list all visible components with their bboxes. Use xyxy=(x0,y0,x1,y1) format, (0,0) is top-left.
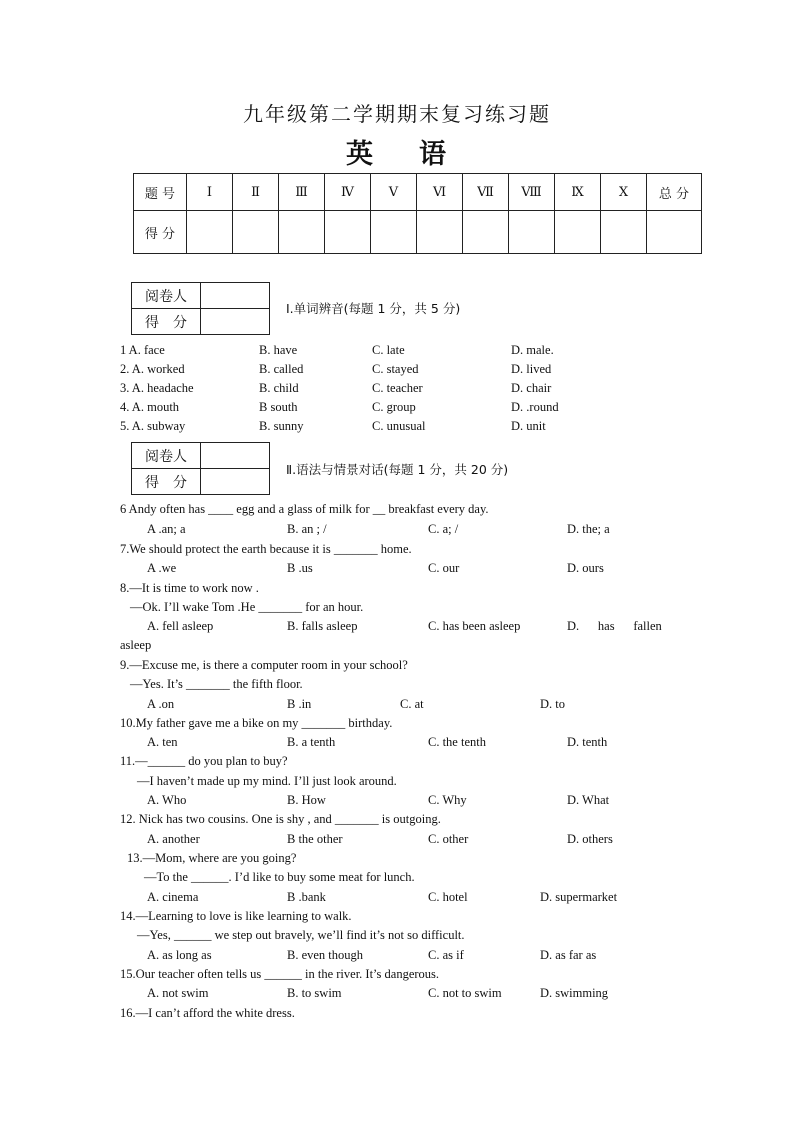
option-c: C. stayed xyxy=(372,362,419,376)
option-b: B the other xyxy=(287,832,343,846)
score-blank xyxy=(201,469,270,495)
score-blank xyxy=(201,309,270,335)
question-stem: 8.—It is time to work now . xyxy=(120,581,259,595)
question-stem: 14.—Learning to love is like learning to walk. xyxy=(120,909,352,923)
option-c: C. a; / xyxy=(428,522,459,536)
option-c: C. the tenth xyxy=(428,735,486,749)
grader-box-section-2 xyxy=(131,442,270,495)
score-header-cell: 总 分 xyxy=(647,174,702,211)
option-a: A. Who xyxy=(147,793,187,807)
section-2-heading: Ⅱ.语法与情景对话(每题 1 分，共 20 分) xyxy=(286,462,509,477)
option-b: B .in xyxy=(287,697,312,711)
option-a: A. as long as xyxy=(147,948,212,962)
score-row-label: 得 分 xyxy=(134,211,187,254)
option-d: D. the; a xyxy=(567,522,610,536)
question-stem: 16.—I can’t afford the white dress. xyxy=(120,1006,295,1020)
question-dialogue: —I haven’t made up my mind. I’ll just look around. xyxy=(137,774,397,788)
option-b: B. called xyxy=(259,362,304,376)
option-a: headache xyxy=(147,381,194,395)
option-d: D. has fallen xyxy=(567,619,662,633)
option-b: B .us xyxy=(287,561,313,575)
score-cell xyxy=(233,211,279,254)
question-stem: 10.My father gave me a bike on my _______ birthday. xyxy=(120,716,393,730)
score-table-header-row xyxy=(134,174,702,211)
grader-box-section-1 xyxy=(131,282,270,335)
question-dialogue: —Yes, ______ we step out bravely, we’ll find it’s not so difficult. xyxy=(137,928,465,942)
option-d: D. others xyxy=(567,832,613,846)
option-d: D. male. xyxy=(511,343,554,357)
reviewer-blank xyxy=(201,443,270,469)
question-item: 4. A. mouth xyxy=(120,400,180,414)
option-a: worked xyxy=(147,362,185,376)
option-b: B. an ; / xyxy=(287,522,327,536)
score-header-cell: Ⅱ xyxy=(233,174,279,211)
question-stem: 15.Our teacher often tells us ______ in the river. It’s dangerous. xyxy=(120,967,440,981)
question-stem: 6 Andy often has ____ egg and a glass of milk for __ breakfast every day. xyxy=(120,502,489,516)
option-c: C. has been asleep xyxy=(428,619,521,633)
option-d: D. chair xyxy=(511,381,552,395)
reviewer-label: 阅卷人 xyxy=(132,443,201,469)
exam-title: 九年级第二学期期末复习练习题 xyxy=(243,102,551,126)
option-c: C. at xyxy=(400,697,424,711)
score-cell xyxy=(371,211,417,254)
score-header-cell: Ⅵ xyxy=(417,174,463,211)
option-d: D. unit xyxy=(511,419,546,433)
question-dialogue: —Ok. I’ll wake Tom .He _______ for an hour. xyxy=(130,600,364,614)
score-cell xyxy=(601,211,647,254)
score-cell xyxy=(187,211,233,254)
score-cell xyxy=(509,211,555,254)
option-d: D. .round xyxy=(511,400,559,414)
option-c: C. as if xyxy=(428,948,464,962)
option-c: C. late xyxy=(372,343,405,357)
option-b: B. falls asleep xyxy=(287,619,358,633)
option-a: A. cinema xyxy=(147,890,199,904)
option-c: C. group xyxy=(372,400,416,414)
score-header-cell: Ⅷ xyxy=(509,174,555,211)
score-header-cell: Ⅰ xyxy=(187,174,233,211)
option-d: D. supermarket xyxy=(540,890,618,904)
score-cell xyxy=(647,211,702,254)
score-header-cell: Ⅳ xyxy=(325,174,371,211)
option-d-wrap: asleep xyxy=(120,638,152,652)
option-c: C. teacher xyxy=(372,381,423,395)
option-c: C. our xyxy=(428,561,460,575)
option-b: B. sunny xyxy=(259,419,304,433)
option-a: A. not swim xyxy=(147,986,209,1000)
option-b: B. child xyxy=(259,381,299,395)
option-c: C. not to swim xyxy=(428,986,502,1000)
option-d: D. lived xyxy=(511,362,552,376)
option-a: subway xyxy=(147,419,186,433)
score-label: 得 分 xyxy=(132,469,201,495)
option-d: D. What xyxy=(567,793,610,807)
option-b: B. a tenth xyxy=(287,735,336,749)
option-a: face xyxy=(143,343,165,357)
score-cell xyxy=(325,211,371,254)
option-a: A .we xyxy=(147,561,177,575)
subject-char-2: 语 xyxy=(419,139,448,170)
question-stem: 7.We should protect the earth because it is _______ home. xyxy=(120,542,412,556)
option-b: B. How xyxy=(287,793,326,807)
option-a: A. another xyxy=(147,832,200,846)
question-item: 2. A. worked xyxy=(120,362,185,376)
option-d: D. as far as xyxy=(540,948,597,962)
subject-char-1: 英 xyxy=(346,139,375,170)
score-cell xyxy=(463,211,509,254)
score-cell xyxy=(279,211,325,254)
question-stem: 11.—______ do you plan to buy? xyxy=(120,754,288,768)
question-stem: 12. Nick has two cousins. One is shy , and _______ is outgoing. xyxy=(120,812,441,826)
score-table xyxy=(133,173,702,254)
option-b: B. have xyxy=(259,343,298,357)
question-dialogue: —Yes. It’s _______ the fifth floor. xyxy=(130,677,303,691)
score-header-cell: Ⅲ xyxy=(279,174,325,211)
option-c: C. Why xyxy=(428,793,467,807)
option-c: C. unusual xyxy=(372,419,426,433)
question-stem: 13.—Mom, where are you going? xyxy=(127,851,297,865)
score-label: 得 分 xyxy=(132,309,201,335)
option-b: B .bank xyxy=(287,890,326,904)
score-header-cell: Ⅴ xyxy=(371,174,417,211)
score-cell xyxy=(417,211,463,254)
score-table-score-row xyxy=(134,211,702,254)
option-b: B south xyxy=(259,400,298,414)
section-1-heading: Ⅰ.单词辨音(每题 1 分，共 5 分) xyxy=(286,301,461,316)
score-cell xyxy=(555,211,601,254)
reviewer-label: 阅卷人 xyxy=(132,283,201,309)
option-b: B. to swim xyxy=(287,986,342,1000)
option-b: B. even though xyxy=(287,948,364,962)
option-d: D. tenth xyxy=(567,735,608,749)
option-a: A. ten xyxy=(147,735,178,749)
option-c: C. other xyxy=(428,832,469,846)
question-stem: 9.—Excuse me, is there a computer room in your school? xyxy=(120,658,408,672)
option-a: A .an; a xyxy=(147,522,186,536)
score-header-cell: Ⅶ xyxy=(463,174,509,211)
question-item: 1 A. face xyxy=(120,343,165,357)
option-c: C. hotel xyxy=(428,890,468,904)
score-header-cell: Ⅸ xyxy=(555,174,601,211)
option-a: A. fell asleep xyxy=(147,619,214,633)
score-header-cell: 题 号 xyxy=(134,174,187,211)
score-header-cell: Ⅹ xyxy=(601,174,647,211)
option-d: D. ours xyxy=(567,561,604,575)
question-item: 3. A. headache xyxy=(120,381,194,395)
subject-title xyxy=(0,132,794,171)
question-dialogue: —To the ______. I’d like to buy some meat for lunch. xyxy=(144,870,415,884)
option-a: A .on xyxy=(147,697,175,711)
option-d: D. swimming xyxy=(540,986,609,1000)
option-d: D. to xyxy=(540,697,565,711)
question-item: 5. A. subway xyxy=(120,419,186,433)
reviewer-blank xyxy=(201,283,270,309)
option-a: mouth xyxy=(147,400,180,414)
